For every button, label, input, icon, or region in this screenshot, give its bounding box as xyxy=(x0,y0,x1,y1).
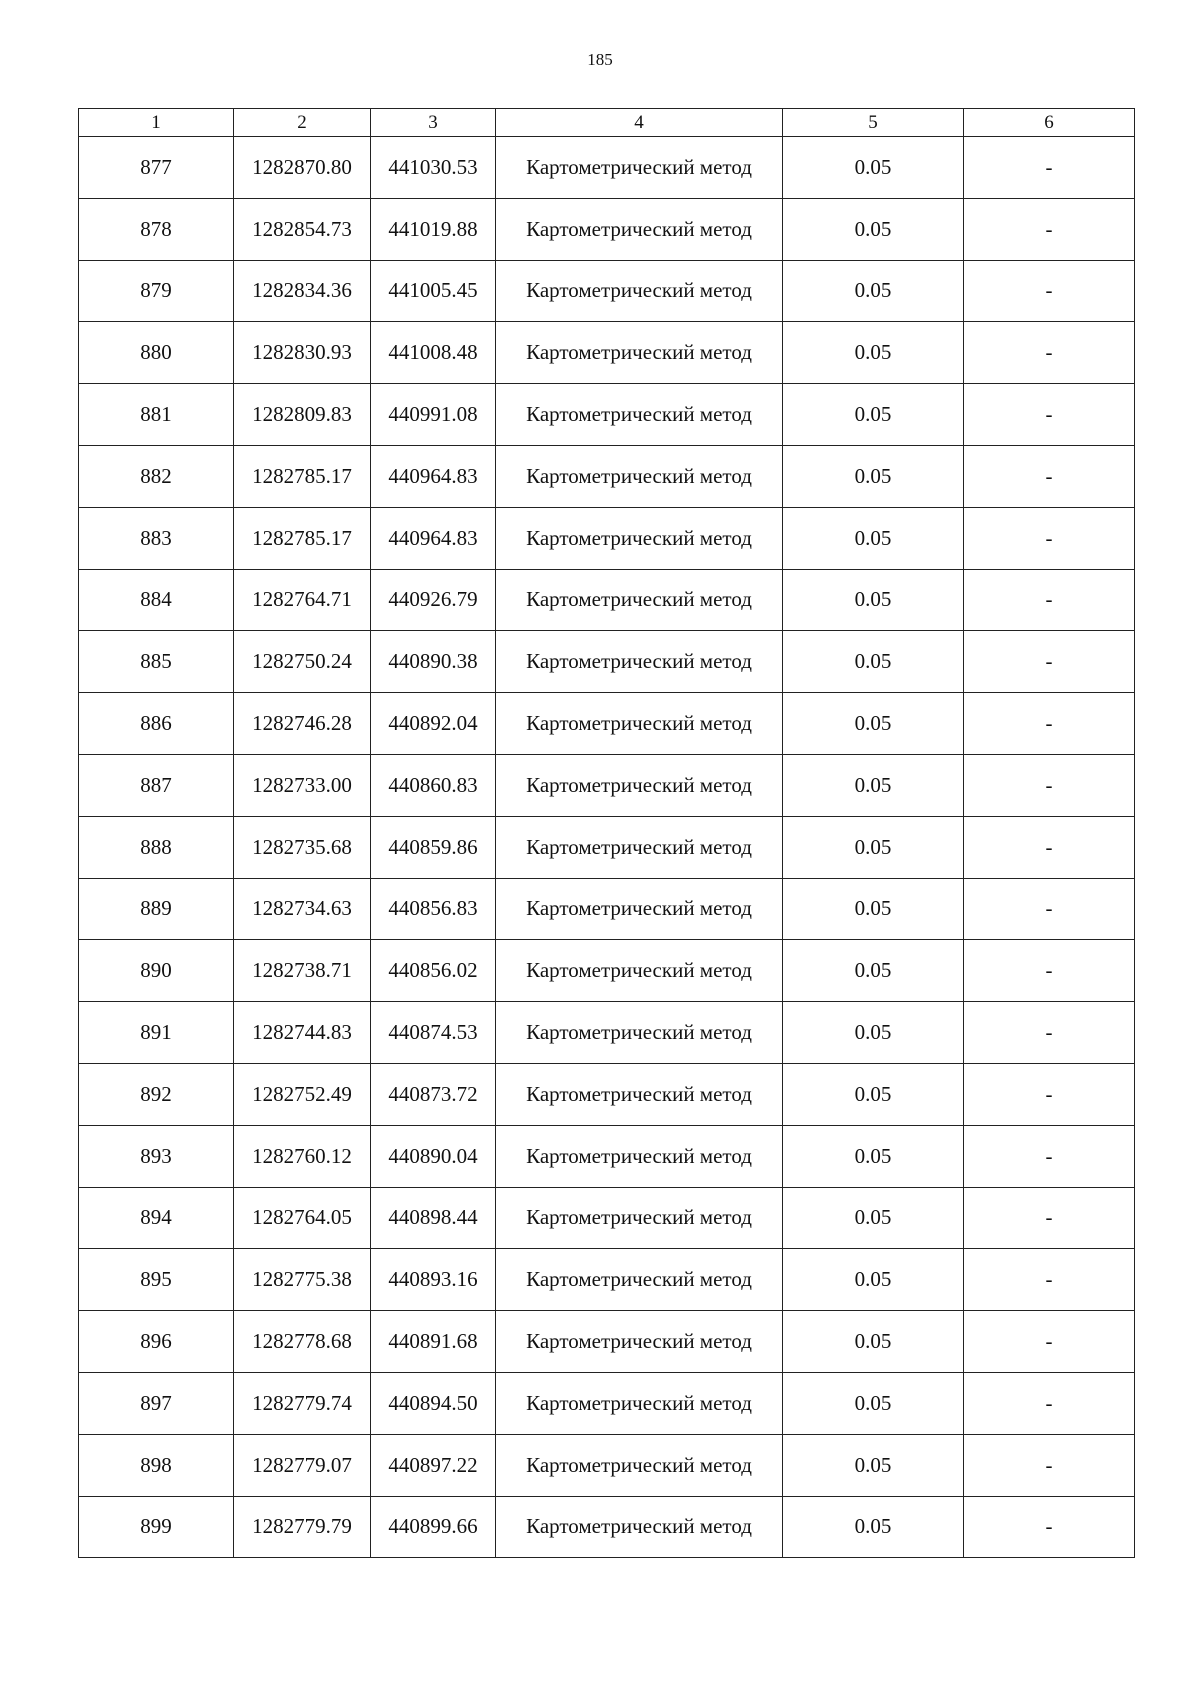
x-coordinate-cell: 1282734.63 xyxy=(234,878,371,940)
method-cell: Картометрический метод xyxy=(496,445,783,507)
y-coordinate-cell: 440890.04 xyxy=(371,1125,496,1187)
x-coordinate-cell: 1282744.83 xyxy=(234,1002,371,1064)
y-coordinate-cell: 440892.04 xyxy=(371,693,496,755)
point-number-cell: 894 xyxy=(79,1187,234,1249)
y-coordinate-cell: 440991.08 xyxy=(371,384,496,446)
table-row xyxy=(79,137,1135,199)
x-coordinate-cell: 1282760.12 xyxy=(234,1125,371,1187)
note-cell: - xyxy=(964,878,1135,940)
table-row xyxy=(79,1187,1135,1249)
accuracy-cell: 0.05 xyxy=(783,1372,964,1434)
point-number-cell: 880 xyxy=(79,322,234,384)
table-row xyxy=(79,1002,1135,1064)
x-coordinate-cell: 1282775.38 xyxy=(234,1249,371,1311)
x-coordinate-cell: 1282764.05 xyxy=(234,1187,371,1249)
method-cell: Картометрический метод xyxy=(496,693,783,755)
table-row xyxy=(79,384,1135,446)
note-cell: - xyxy=(964,693,1135,755)
method-cell: Картометрический метод xyxy=(496,137,783,199)
x-coordinate-cell: 1282750.24 xyxy=(234,631,371,693)
column-header: 6 xyxy=(964,109,1135,137)
accuracy-cell: 0.05 xyxy=(783,322,964,384)
point-number-cell: 890 xyxy=(79,940,234,1002)
table-row xyxy=(79,445,1135,507)
column-header: 5 xyxy=(783,109,964,137)
y-coordinate-cell: 441008.48 xyxy=(371,322,496,384)
y-coordinate-cell: 440926.79 xyxy=(371,569,496,631)
x-coordinate-cell: 1282733.00 xyxy=(234,754,371,816)
accuracy-cell: 0.05 xyxy=(783,631,964,693)
note-cell: - xyxy=(964,631,1135,693)
table-row xyxy=(79,940,1135,1002)
x-coordinate-cell: 1282785.17 xyxy=(234,507,371,569)
table-row xyxy=(79,816,1135,878)
note-cell: - xyxy=(964,137,1135,199)
x-coordinate-cell: 1282778.68 xyxy=(234,1311,371,1373)
table-row xyxy=(79,1311,1135,1373)
point-number-cell: 895 xyxy=(79,1249,234,1311)
method-cell: Картометрический метод xyxy=(496,260,783,322)
coordinates-table-container xyxy=(78,108,1134,1558)
method-cell: Картометрический метод xyxy=(496,1249,783,1311)
table-row xyxy=(79,260,1135,322)
note-cell: - xyxy=(964,1311,1135,1373)
accuracy-cell: 0.05 xyxy=(783,569,964,631)
x-coordinate-cell: 1282854.73 xyxy=(234,198,371,260)
accuracy-cell: 0.05 xyxy=(783,1434,964,1496)
accuracy-cell: 0.05 xyxy=(783,1311,964,1373)
point-number-cell: 892 xyxy=(79,1063,234,1125)
y-coordinate-cell: 441005.45 xyxy=(371,260,496,322)
y-coordinate-cell: 440856.02 xyxy=(371,940,496,1002)
x-coordinate-cell: 1282764.71 xyxy=(234,569,371,631)
method-cell: Картометрический метод xyxy=(496,816,783,878)
y-coordinate-cell: 440894.50 xyxy=(371,1372,496,1434)
column-header: 2 xyxy=(234,109,371,137)
table-row xyxy=(79,631,1135,693)
x-coordinate-cell: 1282870.80 xyxy=(234,137,371,199)
note-cell: - xyxy=(964,1125,1135,1187)
accuracy-cell: 0.05 xyxy=(783,137,964,199)
method-cell: Картометрический метод xyxy=(496,384,783,446)
y-coordinate-cell: 441019.88 xyxy=(371,198,496,260)
method-cell: Картометрический метод xyxy=(496,631,783,693)
note-cell: - xyxy=(964,940,1135,1002)
y-coordinate-cell: 440891.68 xyxy=(371,1311,496,1373)
y-coordinate-cell: 440873.72 xyxy=(371,1063,496,1125)
note-cell: - xyxy=(964,1002,1135,1064)
point-number-cell: 891 xyxy=(79,1002,234,1064)
note-cell: - xyxy=(964,1063,1135,1125)
accuracy-cell: 0.05 xyxy=(783,878,964,940)
table-row xyxy=(79,507,1135,569)
accuracy-cell: 0.05 xyxy=(783,1063,964,1125)
point-number-cell: 893 xyxy=(79,1125,234,1187)
column-header: 3 xyxy=(371,109,496,137)
note-cell: - xyxy=(964,1372,1135,1434)
point-number-cell: 878 xyxy=(79,198,234,260)
table-body xyxy=(79,137,1135,1558)
accuracy-cell: 0.05 xyxy=(783,940,964,1002)
accuracy-cell: 0.05 xyxy=(783,1187,964,1249)
method-cell: Картометрический метод xyxy=(496,198,783,260)
note-cell: - xyxy=(964,1434,1135,1496)
x-coordinate-cell: 1282834.36 xyxy=(234,260,371,322)
note-cell: - xyxy=(964,445,1135,507)
page-number: 185 xyxy=(587,50,613,69)
note-cell: - xyxy=(964,384,1135,446)
point-number-cell: 886 xyxy=(79,693,234,755)
method-cell: Картометрический метод xyxy=(496,1187,783,1249)
method-cell: Картометрический метод xyxy=(496,569,783,631)
table-row xyxy=(79,569,1135,631)
method-cell: Картометрический метод xyxy=(496,878,783,940)
point-number-cell: 889 xyxy=(79,878,234,940)
note-cell: - xyxy=(964,198,1135,260)
y-coordinate-cell: 440860.83 xyxy=(371,754,496,816)
x-coordinate-cell: 1282752.49 xyxy=(234,1063,371,1125)
x-coordinate-cell: 1282830.93 xyxy=(234,322,371,384)
accuracy-cell: 0.05 xyxy=(783,445,964,507)
x-coordinate-cell: 1282809.83 xyxy=(234,384,371,446)
method-cell: Картометрический метод xyxy=(496,1496,783,1558)
x-coordinate-cell: 1282779.07 xyxy=(234,1434,371,1496)
point-number-cell: 882 xyxy=(79,445,234,507)
accuracy-cell: 0.05 xyxy=(783,507,964,569)
method-cell: Картометрический метод xyxy=(496,940,783,1002)
method-cell: Картометрический метод xyxy=(496,1311,783,1373)
note-cell: - xyxy=(964,1496,1135,1558)
point-number-cell: 883 xyxy=(79,507,234,569)
table-header-row xyxy=(79,109,1135,137)
point-number-cell: 898 xyxy=(79,1434,234,1496)
method-cell: Картометрический метод xyxy=(496,1125,783,1187)
accuracy-cell: 0.05 xyxy=(783,816,964,878)
y-coordinate-cell: 440856.83 xyxy=(371,878,496,940)
coordinates-table xyxy=(78,108,1135,1558)
y-coordinate-cell: 440897.22 xyxy=(371,1434,496,1496)
table-row xyxy=(79,1063,1135,1125)
point-number-cell: 881 xyxy=(79,384,234,446)
y-coordinate-cell: 440899.66 xyxy=(371,1496,496,1558)
y-coordinate-cell: 440859.86 xyxy=(371,816,496,878)
table-row xyxy=(79,878,1135,940)
table-row xyxy=(79,198,1135,260)
x-coordinate-cell: 1282779.79 xyxy=(234,1496,371,1558)
accuracy-cell: 0.05 xyxy=(783,1002,964,1064)
accuracy-cell: 0.05 xyxy=(783,754,964,816)
accuracy-cell: 0.05 xyxy=(783,693,964,755)
x-coordinate-cell: 1282738.71 xyxy=(234,940,371,1002)
y-coordinate-cell: 440964.83 xyxy=(371,445,496,507)
column-header: 1 xyxy=(79,109,234,137)
table-row xyxy=(79,1249,1135,1311)
table-row xyxy=(79,1125,1135,1187)
accuracy-cell: 0.05 xyxy=(783,1496,964,1558)
method-cell: Картометрический метод xyxy=(496,754,783,816)
x-coordinate-cell: 1282735.68 xyxy=(234,816,371,878)
point-number-cell: 897 xyxy=(79,1372,234,1434)
accuracy-cell: 0.05 xyxy=(783,1249,964,1311)
note-cell: - xyxy=(964,1249,1135,1311)
point-number-cell: 877 xyxy=(79,137,234,199)
point-number-cell: 896 xyxy=(79,1311,234,1373)
method-cell: Картометрический метод xyxy=(496,1063,783,1125)
accuracy-cell: 0.05 xyxy=(783,384,964,446)
table-row xyxy=(79,1496,1135,1558)
table-row xyxy=(79,693,1135,755)
point-number-cell: 899 xyxy=(79,1496,234,1558)
y-coordinate-cell: 440964.83 xyxy=(371,507,496,569)
note-cell: - xyxy=(964,507,1135,569)
y-coordinate-cell: 440874.53 xyxy=(371,1002,496,1064)
note-cell: - xyxy=(964,1187,1135,1249)
point-number-cell: 888 xyxy=(79,816,234,878)
note-cell: - xyxy=(964,322,1135,384)
y-coordinate-cell: 440893.16 xyxy=(371,1249,496,1311)
table-row xyxy=(79,322,1135,384)
note-cell: - xyxy=(964,569,1135,631)
column-header: 4 xyxy=(496,109,783,137)
table-row xyxy=(79,1434,1135,1496)
accuracy-cell: 0.05 xyxy=(783,198,964,260)
y-coordinate-cell: 441030.53 xyxy=(371,137,496,199)
accuracy-cell: 0.05 xyxy=(783,260,964,322)
table-row xyxy=(79,754,1135,816)
method-cell: Картометрический метод xyxy=(496,1002,783,1064)
note-cell: - xyxy=(964,754,1135,816)
point-number-cell: 887 xyxy=(79,754,234,816)
note-cell: - xyxy=(964,260,1135,322)
y-coordinate-cell: 440898.44 xyxy=(371,1187,496,1249)
accuracy-cell: 0.05 xyxy=(783,1125,964,1187)
point-number-cell: 885 xyxy=(79,631,234,693)
point-number-cell: 884 xyxy=(79,569,234,631)
x-coordinate-cell: 1282779.74 xyxy=(234,1372,371,1434)
method-cell: Картометрический метод xyxy=(496,1372,783,1434)
method-cell: Картометрический метод xyxy=(496,322,783,384)
point-number-cell: 879 xyxy=(79,260,234,322)
method-cell: Картометрический метод xyxy=(496,507,783,569)
y-coordinate-cell: 440890.38 xyxy=(371,631,496,693)
table-row xyxy=(79,1372,1135,1434)
x-coordinate-cell: 1282746.28 xyxy=(234,693,371,755)
method-cell: Картометрический метод xyxy=(496,1434,783,1496)
note-cell: - xyxy=(964,816,1135,878)
x-coordinate-cell: 1282785.17 xyxy=(234,445,371,507)
